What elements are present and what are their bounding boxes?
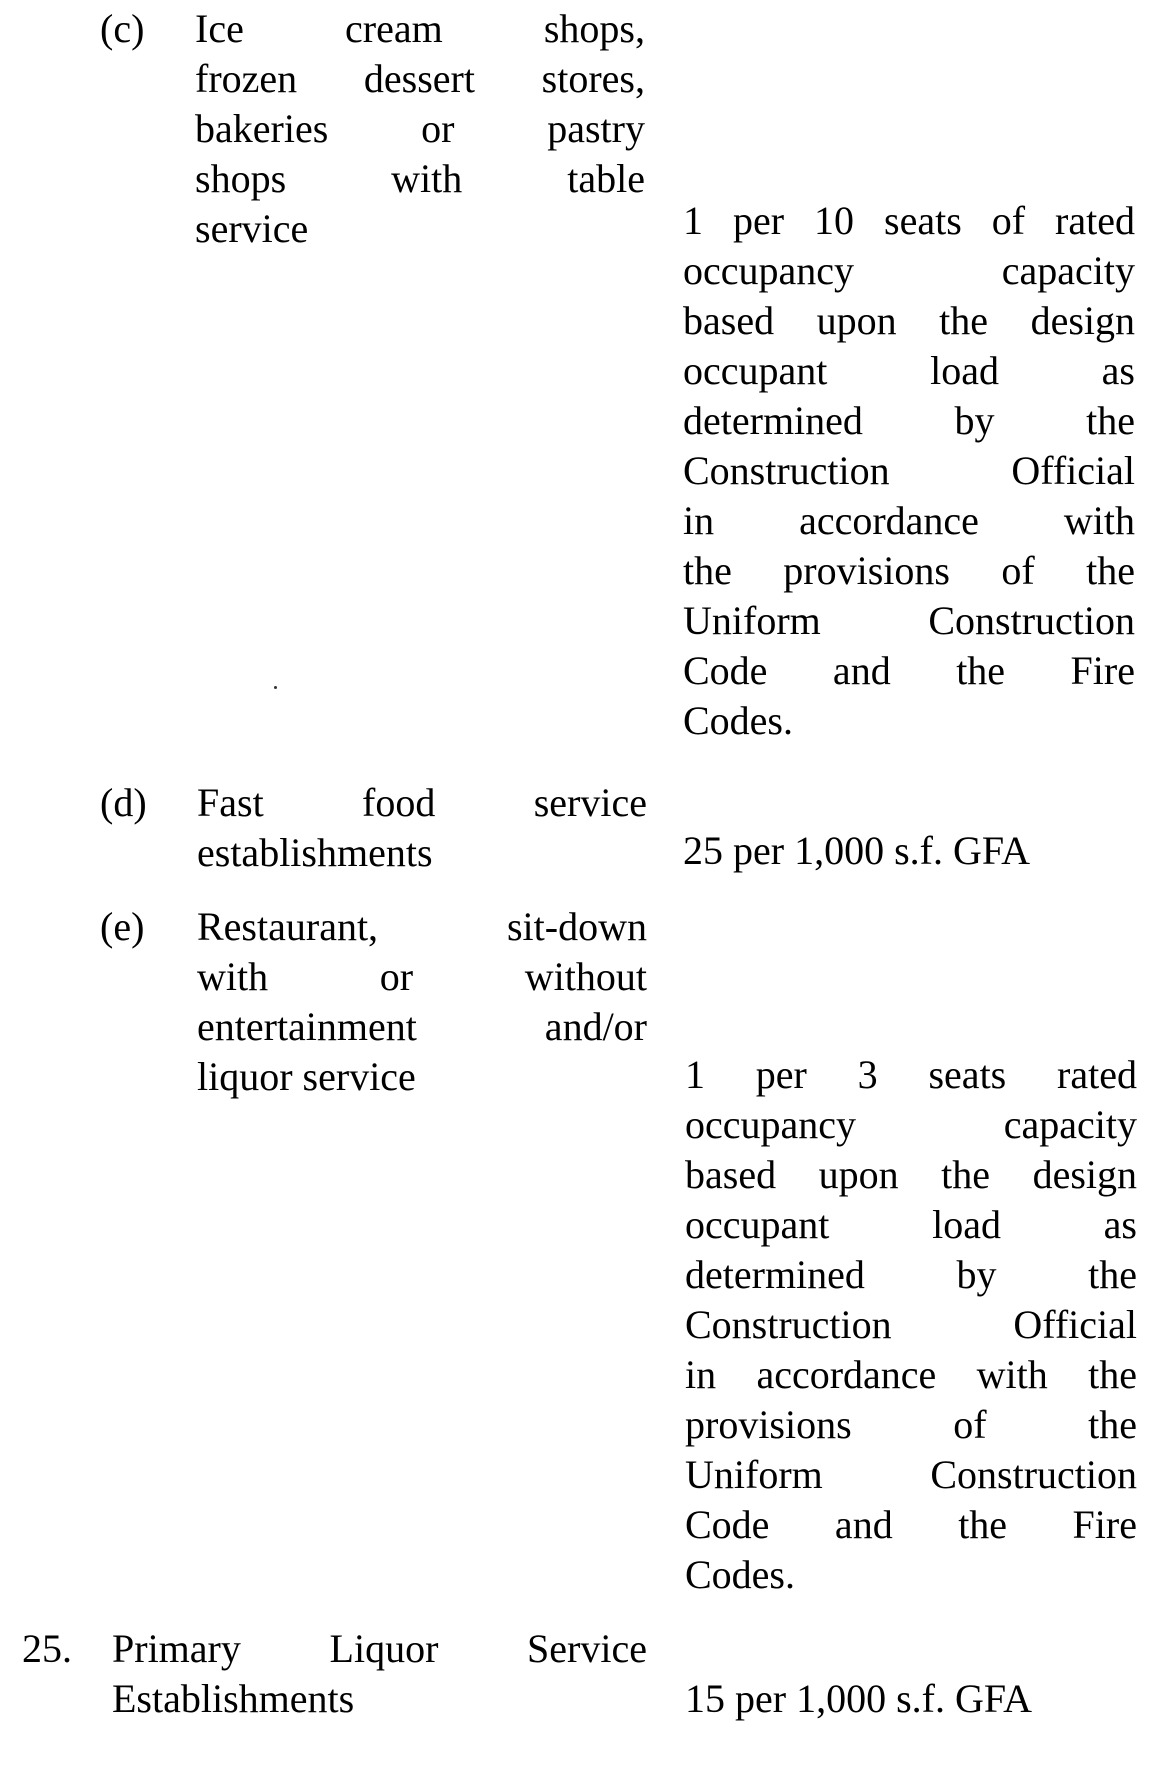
use-description-e: [197, 902, 647, 1102]
description-line: Ice cream shops,: [195, 6, 645, 51]
description-line: Fast food service: [197, 780, 647, 825]
description-line: service: [195, 206, 309, 251]
item-marker-d: (d): [100, 780, 147, 825]
description-line: frozen dessert stores,: [195, 56, 645, 101]
requirement-line: Uniform Construction: [683, 598, 1135, 643]
description-line: Primary Liquor Service: [112, 1626, 647, 1671]
description-line: liquor service: [197, 1054, 416, 1099]
description-line: Establishments: [112, 1676, 355, 1721]
use-description-25: [112, 1624, 647, 1724]
parking-requirement-c: [683, 196, 1135, 746]
parking-requirement-e: [685, 1050, 1137, 1600]
description-line: entertainment and/or: [197, 1004, 647, 1049]
description-line: with or without: [197, 954, 647, 999]
requirement-line: Codes.: [683, 698, 793, 743]
description-line: establishments: [197, 830, 433, 875]
requirement-line: occupant load as: [683, 348, 1135, 393]
requirement-line: in accordance with: [683, 498, 1135, 543]
requirement-line: 1 per 3 seats rated: [685, 1052, 1137, 1097]
use-description-c: [195, 4, 645, 254]
requirement-line: in accordance with the: [685, 1352, 1137, 1397]
requirement-line: provisions of the: [685, 1402, 1137, 1447]
requirement-line: 1 per 10 seats of rated: [683, 198, 1135, 243]
requirement-line: Code and the Fire: [683, 648, 1135, 693]
requirement-line: Construction Official: [685, 1302, 1137, 1347]
requirement-line: Uniform Construction: [685, 1452, 1137, 1497]
requirement-line: 25 per 1,000 s.f. GFA: [683, 828, 1031, 873]
requirement-line: based upon the design: [683, 298, 1135, 343]
requirement-line: determined by the: [683, 398, 1135, 443]
requirement-line: Codes.: [685, 1552, 795, 1597]
item-marker-c: (c): [100, 6, 145, 51]
requirement-line: Construction Official: [683, 448, 1135, 493]
item-marker-25: 25.: [22, 1626, 72, 1671]
requirement-line: based upon the design: [685, 1152, 1137, 1197]
description-line: Restaurant, sit-down: [197, 904, 647, 949]
requirement-line: occupant load as: [685, 1202, 1137, 1247]
requirement-line: occupancy capacity: [685, 1102, 1137, 1147]
use-description-d: [197, 778, 647, 878]
requirement-line: occupancy capacity: [683, 248, 1135, 293]
requirement-line: Code and the Fire: [685, 1502, 1137, 1547]
requirement-line: the provisions of the: [683, 548, 1135, 593]
parking-requirement-25: [685, 1674, 1137, 1724]
description-line: bakeries or pastry: [195, 106, 645, 151]
scan-speck: [274, 686, 277, 689]
description-line: shops with table: [195, 156, 645, 201]
item-marker-e: (e): [100, 904, 145, 949]
parking-requirement-d: [683, 826, 1135, 876]
requirement-line: 15 per 1,000 s.f. GFA: [685, 1676, 1033, 1721]
requirement-line: determined by the: [685, 1252, 1137, 1297]
